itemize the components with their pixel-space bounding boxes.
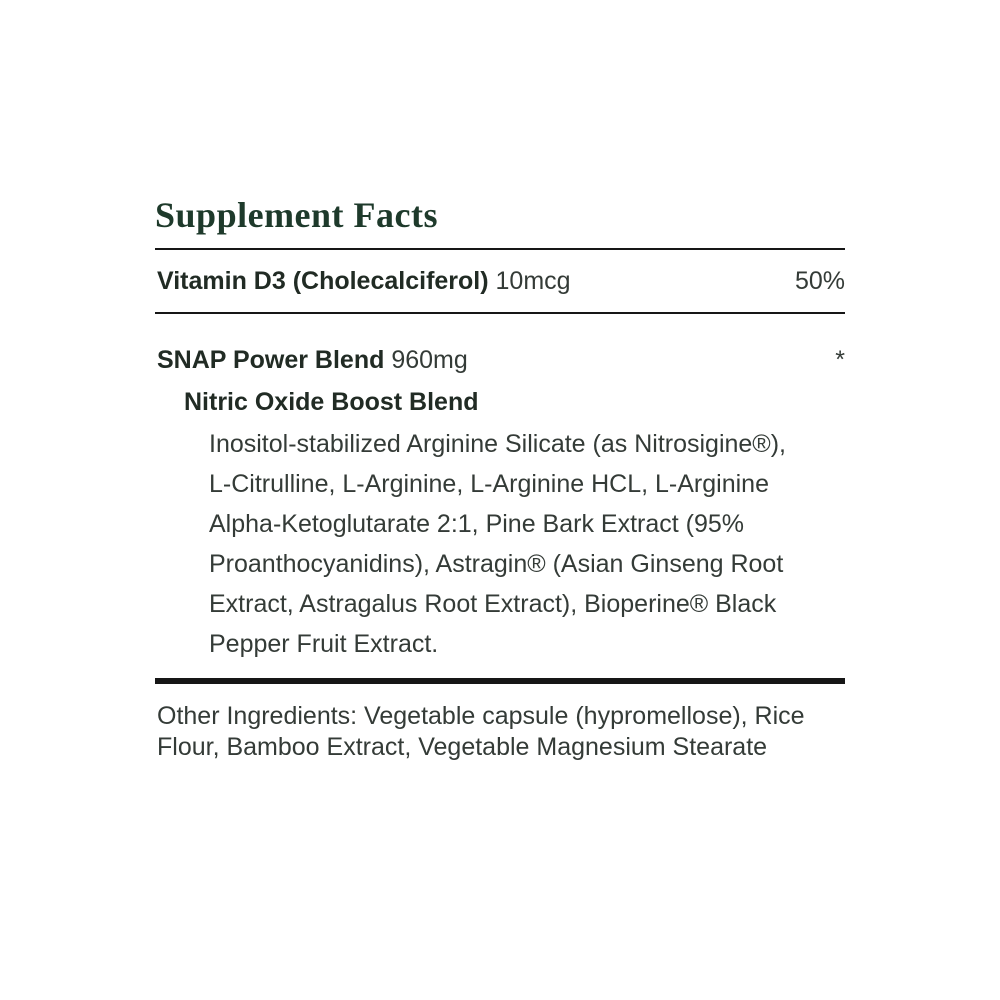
supplement-facts-label <box>155 196 845 763</box>
label-title: Supplement Facts <box>155 195 439 235</box>
sub-blend-heading: Nitric Oxide Boost Blend <box>184 388 479 416</box>
divider-bottom-thick <box>155 678 845 684</box>
other-ingredients-line: Other Ingredients: Vegetable capsule (hypromellose), Rice <box>157 702 805 730</box>
nutrient-amount: 10mcg <box>495 267 571 295</box>
blend-amount: 960mg <box>391 346 468 374</box>
other-ingredients-line: Flour, Bamboo Extract, Vegetable Magnesium Stearate <box>157 733 768 761</box>
nutrient-daily-value: 50% <box>794 267 845 295</box>
ingredient-line: Alpha-Ketoglutarate 2:1, Pine Bark Extract (95% <box>209 510 745 538</box>
blend-name: SNAP Power Blend <box>157 346 385 374</box>
blend-name-amount <box>157 346 468 375</box>
sub-blend-ingredients <box>209 424 845 664</box>
blend-row-snap-power <box>155 346 845 375</box>
nutrient-row-vitamin-d3 <box>155 250 845 312</box>
nutrient-name-amount <box>157 267 571 296</box>
blend-daily-value-asterisk: * <box>835 346 845 374</box>
ingredient-line: Pepper Fruit Extract. <box>209 630 439 658</box>
ingredient-line: Inositol-stabilized Arginine Silicate (as Nitrosigine®), <box>209 430 787 458</box>
other-ingredients <box>155 701 845 763</box>
ingredient-line: Proanthocyanidins), Astragin® (Asian Ginseng Root <box>209 550 784 578</box>
divider-mid <box>155 312 845 314</box>
nutrient-name: Vitamin D3 (Cholecalciferol) <box>157 267 489 295</box>
ingredient-line: Extract, Astragalus Root Extract), Bioperine® Black <box>209 590 777 618</box>
ingredient-line: L-Citrulline, L-Arginine, L-Arginine HCL, L-Arginine <box>209 470 769 498</box>
